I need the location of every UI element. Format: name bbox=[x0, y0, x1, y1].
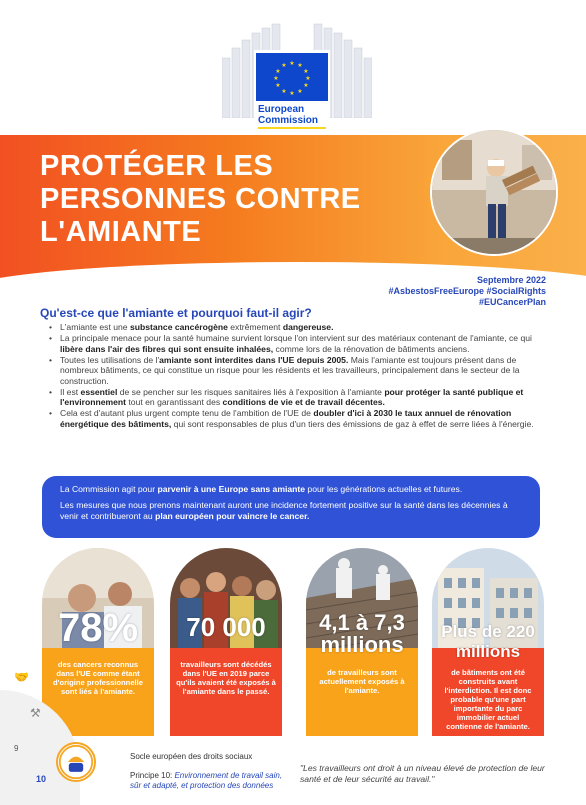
worker-carrying-wood-illustration bbox=[432, 130, 558, 256]
pillar-principle bbox=[130, 771, 290, 791]
bullet-item bbox=[60, 333, 550, 354]
stat-card-exposed bbox=[306, 548, 418, 736]
svg-text:★: ★ bbox=[281, 62, 287, 69]
org-name bbox=[258, 104, 318, 126]
bullet-list bbox=[60, 322, 550, 430]
svg-text:★: ★ bbox=[281, 88, 287, 95]
stat-value: 78% bbox=[57, 606, 139, 650]
bullet-run-text: Mais l'amiante est toujours présent dans de nombreux bâtiments, ce qui constitue un risque pour les résidents et les travailleurs, principalement dans le secteur de la construction. bbox=[60, 354, 520, 386]
message-run-bold: parvenir à une Europe sans amiante bbox=[157, 484, 306, 494]
bullet-item bbox=[60, 322, 550, 333]
stat-description: travailleurs sont décédés dans l'UE en 2019 parce qu'ils avaient été exposés à l'amiante dans le passé. bbox=[176, 660, 276, 696]
stat-value: Plus de 220 millions bbox=[441, 622, 535, 661]
bullet-run-text: de se pencher sur les risques sanitaires liés à l'exposition à l'amiante bbox=[117, 386, 385, 397]
publication-date: Septembre 2022 bbox=[476, 275, 546, 285]
bullet-run-text: L'amiante est une bbox=[60, 322, 130, 332]
message-run-text: La Commission agit pour bbox=[60, 484, 158, 494]
hashtag-line-2: #EUCancerPlan bbox=[478, 297, 546, 307]
bullet-item bbox=[60, 355, 550, 387]
message-run-text: Les mesures que nous prenons maintenant auront une incidence fortement positive sur la santé dans les décennies à venir et contribueront au bbox=[60, 500, 508, 521]
bullet-run-bold: pour protéger la santé publique et l'environnement bbox=[60, 386, 524, 407]
commission-message-1 bbox=[60, 484, 522, 495]
bullet-run-bold: essentiel bbox=[80, 386, 118, 397]
stat-card-cancer bbox=[42, 548, 154, 736]
bullet-run-text: La principale menace pour la santé humaine survient lorsque l'on intervient sur des matériaux contenant de l'amiante, ce qui bbox=[60, 333, 532, 343]
header bbox=[0, 0, 586, 135]
bullet-run-bold: doubler d'ici à 2030 le taux annuel de rénovation énergétique des bâtiments, bbox=[60, 408, 512, 429]
hashtag-line-1: #AsbestosFreeEurope #SocialRights bbox=[388, 286, 546, 296]
svg-text:★: ★ bbox=[297, 62, 303, 69]
eu-flag-icon bbox=[256, 53, 328, 101]
page-title: PROTÉGER LES PERSONNES CONTRE L'AMIANTE bbox=[40, 150, 361, 248]
bullet-run-bold: conditions de vie et de travail décentes. bbox=[222, 397, 385, 407]
svg-text:★: ★ bbox=[303, 68, 309, 75]
bullet-run-text: Toutes les utilisations de l' bbox=[60, 354, 160, 365]
bullet-run-text: Cela est d'autant plus urgent compte tenu de l'ambition de l'UE de bbox=[60, 408, 314, 418]
section-heading: Qu'est-ce que l'amiante et pourquoi faut-il agir? bbox=[40, 306, 312, 320]
svg-text:★: ★ bbox=[275, 82, 281, 89]
principle-label: Principe 10: bbox=[130, 771, 175, 780]
stat-value: 70 000 bbox=[186, 612, 266, 642]
bullet-run-text: Il est bbox=[60, 386, 81, 397]
svg-text:★: ★ bbox=[273, 75, 279, 82]
page-number: 10 bbox=[36, 774, 47, 784]
bullet-run-bold: substance cancérogène bbox=[129, 322, 228, 332]
message-run-bold: plan européen pour vaincre le cancer. bbox=[155, 511, 310, 521]
bullet-run-text: qui sont responsables de plus d'un tiers des émissions de gaz à effet de serre liées à l'énergie. bbox=[171, 418, 534, 429]
bullet-item bbox=[60, 387, 550, 408]
bullet-run-text: comme lors de la rénovation de bâtiments anciens. bbox=[273, 343, 470, 354]
org-line-2: Commission bbox=[258, 115, 319, 126]
principle-text: Environnement de travail sain, sûr et adapté, et protection des données bbox=[130, 771, 283, 790]
worker-photo bbox=[430, 128, 558, 256]
message-run-text: pour les générations actuelles et futures. bbox=[305, 484, 463, 494]
bullet-run-bold: amiante sont interdites dans l'UE depuis 2005. bbox=[159, 354, 349, 365]
org-line-1: European bbox=[258, 104, 305, 115]
commission-message-2 bbox=[60, 500, 522, 522]
handshake-icon: 🤝 bbox=[14, 670, 29, 684]
quote: "Les travailleurs ont droit à un niveau élevé de protection de leur santé et de leur sécurité au travail." bbox=[300, 763, 545, 784]
svg-text:★: ★ bbox=[303, 82, 309, 89]
stat-card-buildings bbox=[432, 548, 544, 736]
svg-text:★: ★ bbox=[275, 68, 281, 75]
pillar-title: Socle européen des droits sociaux bbox=[130, 752, 253, 761]
bullet-run-bold: dangereuse. bbox=[282, 322, 334, 332]
hashtags bbox=[388, 286, 546, 308]
stat-description: des cancers reconnus dans l'UE comme étant d'origine professionnelle sont liés à l'amiante. bbox=[53, 660, 143, 696]
worker-helmet-icon bbox=[56, 742, 96, 782]
logo-underline bbox=[258, 127, 326, 129]
svg-text:★: ★ bbox=[289, 60, 295, 67]
bullet-run-text: tout en garantissant des bbox=[126, 397, 223, 407]
bullet-item bbox=[60, 408, 550, 429]
stat-value: 4,1 à 7,3 millions bbox=[319, 610, 405, 657]
svg-text:★: ★ bbox=[305, 75, 311, 82]
commission-message-box bbox=[42, 476, 540, 538]
svg-text:★: ★ bbox=[289, 90, 295, 97]
stat-arch bbox=[170, 548, 282, 736]
stat-description: de bâtiments ont été construits avant l'interdiction. Il est donc probable qu'une part importante du parc immobilier actuel contienne de l'amiante. bbox=[444, 668, 532, 731]
page-number-left: 9 bbox=[14, 744, 19, 753]
stat-description: de travailleurs sont actuellement exposés à l'amiante. bbox=[319, 668, 405, 695]
bullet-run-bold: libère dans l'air des fibres qui sont ensuite inhalées, bbox=[60, 343, 274, 354]
svg-text:★: ★ bbox=[297, 88, 303, 95]
bullet-run-text: extrêmement bbox=[227, 322, 283, 332]
tools-icon: ⚒ bbox=[30, 706, 41, 720]
stat-card-deaths bbox=[170, 548, 282, 736]
